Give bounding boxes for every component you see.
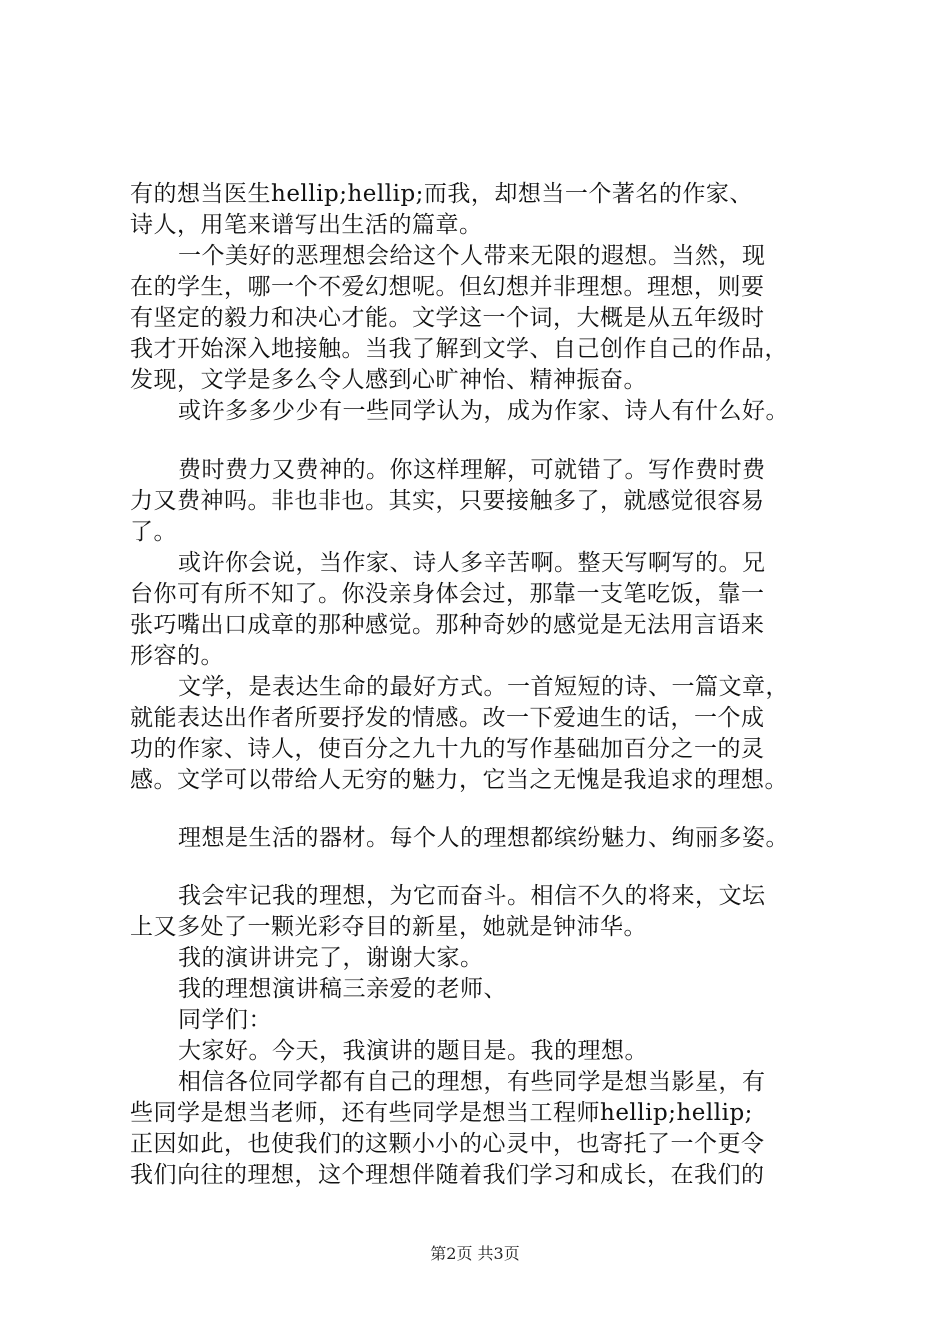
paragraph-line: 在的学生，哪一个不爱幻想呢。但幻想并非理想。理想，则要 bbox=[130, 274, 765, 300]
paragraph-line: 理想是生活的器材。每个人的理想都缤纷魅力、绚丽多姿。 bbox=[178, 825, 789, 851]
paragraph-line: 些同学是想当老师，还有些同学是想当工程师hellip;hellip; bbox=[130, 1100, 753, 1126]
paragraph-line: 或许你会说，当作家、诗人多辛苦啊。整天写啊写的。兄 bbox=[178, 550, 766, 576]
page-footer: 第2页 共3页 bbox=[430, 1244, 520, 1263]
paragraph-line: 我会牢记我的理想，为它而奋斗。相信不久的将来，文坛 bbox=[178, 883, 766, 909]
paragraph-line: 我的演讲讲完了，谢谢大家。 bbox=[178, 945, 484, 971]
paragraph-line: 同学们： bbox=[178, 1007, 272, 1033]
paragraph-line: 或许多多少少有一些同学认为，成为作家、诗人有什么好。 bbox=[178, 398, 789, 424]
paragraph-line: 张巧嘴出口成章的那种感觉。那种奇妙的感觉是无法用言语来 bbox=[130, 612, 765, 638]
paragraph-line: 有坚定的毅力和决心才能。文学这一个词，大概是从五年级时 bbox=[130, 305, 765, 331]
paragraph-line: 大家好。今天，我演讲的题目是。我的理想。 bbox=[178, 1038, 648, 1064]
paragraph-line: 费时费力又费神的。你这样理解，可就错了。写作费时费 bbox=[178, 457, 766, 483]
paragraph-line: 文学，是表达生命的最好方式。一首短短的诗、一篇文章， bbox=[178, 674, 789, 700]
paragraph-line: 诗人，用笔来谱写出生活的篇章。 bbox=[130, 212, 483, 238]
paragraph-line: 感。文学可以带给人无穷的魅力，它当之无愧是我追求的理想。 bbox=[130, 767, 788, 793]
paragraph-line: 形容的。 bbox=[130, 643, 224, 669]
paragraph-line: 力又费神吗。非也非也。其实，只要接触多了，就感觉很容易 bbox=[130, 488, 765, 514]
paragraph-line: 正因如此，也使我们的这颗小小的心灵中，也寄托了一个更令 bbox=[130, 1131, 765, 1157]
paragraph-line: 我们向往的理想，这个理想伴随着我们学习和成长，在我们的 bbox=[130, 1162, 765, 1188]
paragraph-line: 上又多处了一颗光彩夺目的新星，她就是钟沛华。 bbox=[130, 914, 647, 940]
paragraph-line: 相信各位同学都有自己的理想，有些同学是想当影星，有 bbox=[178, 1069, 766, 1095]
paragraph-line: 发现，文学是多么令人感到心旷神怡、精神振奋。 bbox=[130, 367, 647, 393]
paragraph-line: 我才开始深入地接触。当我了解到文学、自己创作自己的作品， bbox=[130, 336, 788, 362]
paragraph-line: 有的想当医生hellip;hellip;而我，却想当一个著名的作家、 bbox=[130, 181, 753, 207]
paragraph-line: 了。 bbox=[130, 519, 177, 545]
paragraph-line: 台你可有所不知了。你没亲身体会过，那靠一支笔吃饭，靠一 bbox=[130, 581, 765, 607]
paragraph-line: 我的理想演讲稿三亲爱的老师、 bbox=[178, 976, 507, 1002]
paragraph-line: 一个美好的恶理想会给这个人带来无限的遐想。当然，现 bbox=[178, 243, 766, 269]
paragraph-line: 就能表达出作者所要抒发的情感。改一下爱迪生的话，一个成 bbox=[130, 705, 765, 731]
paragraph-line: 功的作家、诗人，使百分之九十九的写作基础加百分之一的灵 bbox=[130, 736, 765, 762]
